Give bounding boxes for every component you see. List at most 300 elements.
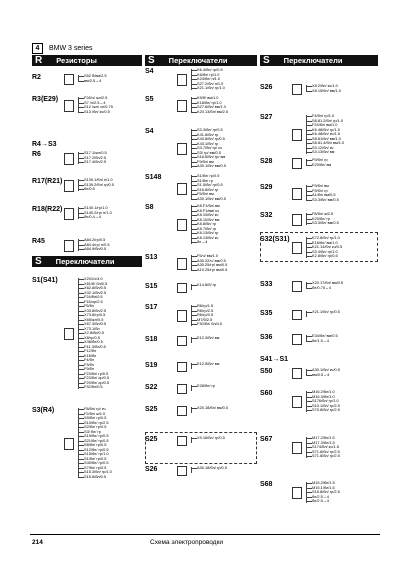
wire-line <box>191 88 197 89</box>
wire-list <box>197 466 227 471</box>
component-entry <box>145 384 215 392</box>
wire-line <box>78 432 84 433</box>
wire-label: S17.2/бл/2.5 <box>84 154 107 160</box>
wire-line <box>78 320 84 321</box>
wire-line <box>78 347 84 348</box>
wire-label: K16/бл <box>84 352 97 358</box>
component-code: S18 <box>145 336 158 343</box>
component-symbol <box>177 336 187 346</box>
wire-label: S17.1/жл/0.5 <box>84 150 107 155</box>
component-code: S148 <box>145 174 162 181</box>
wire-label: S17.4/бл/2.5 <box>84 159 107 164</box>
wiring-diagram <box>62 206 84 220</box>
wire-line <box>78 153 84 154</box>
wire-line <box>78 189 84 190</box>
component-entry <box>260 356 290 363</box>
component-code: S26 <box>145 466 158 473</box>
wire-label: вм/0.5→4 <box>312 371 330 377</box>
wire-label: F3/бл <box>84 361 94 367</box>
wire-label: S40/бл/ гр/0.5 <box>84 460 109 465</box>
wire-label: S13 /бл/ кч/0.5 <box>84 108 110 114</box>
wire-label: K2.8/бл/ гр/0.5 <box>312 253 338 258</box>
wire-list <box>312 334 338 343</box>
wiring-diagram <box>62 151 84 165</box>
wire-line <box>78 107 84 108</box>
wire-line <box>191 166 197 167</box>
component-entry <box>260 158 331 167</box>
component-symbol <box>64 328 74 340</box>
wire-line <box>306 143 312 144</box>
wire-label: F8/бл/ гр/ кч <box>84 406 106 411</box>
wire-list <box>84 238 110 252</box>
component-symbol <box>177 219 187 231</box>
wire-line <box>306 341 312 342</box>
wire-label: S8.81.4/бл/ вм/1.0 <box>312 140 345 145</box>
wire-line <box>191 70 197 71</box>
wiring-diagram <box>290 310 312 318</box>
wire-label: A30.25/гр/ вм/0.5 <box>197 262 228 267</box>
wire-label: S16.8/бл/ гр <box>197 186 219 192</box>
component-symbol <box>177 466 187 476</box>
wire-label: R6/гр/2.5 <box>197 307 214 313</box>
wire-label: X20.17/бл/ вм/0.5 <box>312 280 344 285</box>
component-entry <box>32 277 109 390</box>
wire-line <box>191 256 197 257</box>
component-symbol <box>292 334 302 345</box>
wire-label: E34/бл/ вм/0.5 <box>312 333 338 338</box>
wire-line <box>78 468 84 469</box>
wire-label: S8.81.2/бл/ гр/1.0 <box>312 117 344 123</box>
wire-label: S8.81/бл/ вм/1.0 <box>312 135 341 141</box>
wire-line <box>78 315 84 316</box>
component-entry <box>32 178 114 192</box>
wire-line <box>306 392 312 393</box>
wire-list <box>197 254 227 272</box>
wire-label: бл/0.5 <box>84 186 95 191</box>
component-code: S26 <box>260 84 273 91</box>
wire-label: F5/бл <box>84 303 94 308</box>
wire-label: X38/бл/0.5 <box>84 339 103 344</box>
wire-label: A84.4/гр/ п/0.5 <box>84 241 110 247</box>
wire-line <box>78 441 84 442</box>
wire-label: F5/ч/ вм/1.0 <box>197 253 218 258</box>
wire-line <box>78 445 84 446</box>
component-code: R17(R21) <box>32 178 63 185</box>
component-symbol <box>292 84 302 95</box>
wire-label: M7/б/2.5 <box>197 316 213 322</box>
wire-label: X65/жл/0.5 <box>84 316 104 322</box>
wire-label: F24/бл/ вм/1.0 <box>312 122 338 127</box>
component-code: R6 <box>32 151 41 158</box>
component-entry <box>145 128 226 169</box>
wire-label: X21.1/бл/ гр/0.5 <box>312 309 340 314</box>
wire-label: M17.2/бл/1.5 <box>312 435 335 440</box>
wire-line <box>306 219 312 220</box>
wire-list <box>84 96 113 114</box>
wiring-diagram <box>290 436 312 459</box>
wire-label: A30.1/бл/ кч/0.5 <box>312 367 340 372</box>
component-code: R3(E29) <box>32 96 59 103</box>
wire-line <box>78 103 84 104</box>
wire-label: X8.15/бл/ вм/1.0 <box>312 87 341 93</box>
wiring-diagram <box>290 368 312 377</box>
wire-list <box>197 96 228 114</box>
wire-label: F29/бл/ ор/0.5 <box>84 379 110 385</box>
wire-label: X67.3/бл/0.5 <box>84 321 107 326</box>
component-code: S33 <box>260 281 273 288</box>
component-entry <box>32 238 110 252</box>
wire-list <box>84 74 107 83</box>
wire-line <box>78 374 84 375</box>
wiring-diagram <box>290 114 312 155</box>
wire-label: K6.48/бл/ гр/1.5 <box>312 126 340 132</box>
wire-line <box>78 409 84 410</box>
component-entry <box>145 96 228 114</box>
component-code: S35 <box>260 310 273 317</box>
wire-line <box>306 406 312 407</box>
component-entry <box>145 304 222 327</box>
wire-label: S10/бл/ гр/2.5 <box>84 419 109 425</box>
wire-line <box>191 224 197 225</box>
wire-line <box>306 497 312 498</box>
wire-line <box>306 134 312 135</box>
wire-line <box>306 501 312 502</box>
component-symbol <box>64 208 74 220</box>
wire-label: S7/бл/ гр/0.5 <box>84 464 107 470</box>
wire-line <box>191 215 197 216</box>
component-symbol <box>177 100 187 112</box>
component-code: S29 <box>260 184 273 191</box>
wire-label: K8.8/бл/ гр <box>197 221 217 226</box>
dashed-group-box <box>260 232 378 262</box>
wire-label: S3.12/бл/ кч <box>312 144 334 150</box>
wiring-diagram <box>175 204 197 245</box>
component-entry <box>145 204 220 245</box>
wire-label: S15/бл/ гр/1.0 <box>84 451 109 456</box>
wire-line <box>306 91 312 92</box>
component-entry <box>145 406 228 414</box>
wire-label: F9/бл/ вм <box>197 158 214 164</box>
component-entry <box>145 174 226 201</box>
wire-list <box>197 384 215 389</box>
wire-label: S52 б/вм/2.5 <box>84 73 107 78</box>
wire-line <box>78 365 84 366</box>
wire-label: S176/бл/ гр/1.0 <box>312 398 339 403</box>
wire-label: K41.8/бл/ гр <box>197 131 219 137</box>
wire-label: S3.4/бл/ гр/1.0 <box>312 248 338 254</box>
wire-line <box>306 401 312 402</box>
wire-list <box>197 174 226 201</box>
wire-line <box>306 86 312 87</box>
wire-label: S15.3/бл/ гр/1.0 <box>84 469 112 474</box>
wire-label: F4/бл/ гр/1.0 <box>312 113 335 118</box>
wire-label: K72.8/бл/ гр/1.0 <box>312 235 340 240</box>
wire-line <box>78 213 84 214</box>
wire-label: M17.3/бл/1.5 <box>312 439 335 445</box>
wire-label: E20/бл/ вм <box>312 161 332 167</box>
wire-line <box>191 84 197 85</box>
wire-label: A30.18/бл/ гр/0.5 <box>197 465 227 470</box>
wire-label: K43.1/бл/ гр <box>197 140 219 146</box>
wiring-diagram <box>62 277 84 390</box>
dashed-group-box <box>145 432 257 464</box>
wire-label: бл/0.75→4 <box>312 284 332 290</box>
wire-list <box>197 128 226 169</box>
component-symbol <box>177 258 187 270</box>
wire-label: A30.1/бл/ вм/0.5 <box>197 195 226 201</box>
wire-line <box>191 162 197 163</box>
wire-list <box>197 283 216 288</box>
component-code: R4→S3 <box>32 141 57 148</box>
wiring-diagram <box>290 281 312 290</box>
wire-list <box>312 158 331 167</box>
wire-label: бл/2.5→4 <box>312 498 329 503</box>
wire-label: F30/бл/ бл/4.0 <box>197 321 223 326</box>
component-symbol <box>292 310 302 320</box>
column-1 <box>32 55 142 537</box>
wire-line <box>191 153 197 154</box>
wire-line <box>78 297 84 298</box>
wire-label: S3.13/бл/ вм <box>312 149 335 154</box>
wire-label: K6.48/бл/ кч/1.5 <box>312 131 340 136</box>
wiring-diagram <box>290 158 312 167</box>
wire-label: S3.3/бл/ вм/0.5 <box>312 220 339 225</box>
wire-list <box>197 204 220 245</box>
wire-label: X33.8/бл/2.5 <box>84 307 107 313</box>
component-code: S50 <box>260 368 273 375</box>
wire-label: F9/бл/ гр <box>312 187 328 193</box>
wire-label: X32.1/бл/2.5 <box>84 289 107 295</box>
wire-line <box>191 265 197 266</box>
component-code: S4 <box>145 128 154 135</box>
wire-line <box>306 336 312 337</box>
page-number: 214 <box>32 539 43 546</box>
wire-line <box>306 288 312 289</box>
wire-list <box>312 84 341 93</box>
component-code: S25 <box>145 406 158 413</box>
wire-line <box>191 408 197 409</box>
component-symbol <box>292 487 302 499</box>
wire-line <box>78 454 84 455</box>
wire-label: K43.8/бл/ гр/0.5 <box>197 136 225 141</box>
wire-label: S70.8/бл/ гр/2.5 <box>312 407 340 412</box>
wire-label: E28/бл/ гр <box>197 383 216 388</box>
wire-list <box>197 304 222 327</box>
wire-line <box>78 436 84 437</box>
wire-list <box>197 336 219 341</box>
wire-line <box>78 76 84 77</box>
component-symbol <box>292 129 302 141</box>
section-header-switches-1: S Переключатели <box>32 256 142 267</box>
wiring-diagram <box>175 304 197 327</box>
component-symbol <box>64 240 74 252</box>
wire-label: S3.7/бл/ гр/ кч <box>197 145 223 150</box>
component-symbol <box>292 158 302 169</box>
wire-line <box>191 148 197 149</box>
wire-line <box>191 468 197 469</box>
wire-line <box>78 311 84 312</box>
wire-line <box>306 116 312 117</box>
wire-line <box>191 311 197 312</box>
wire-label: F9/бл/ гр <box>312 157 328 162</box>
wire-line <box>306 223 312 224</box>
wire-line <box>306 443 312 444</box>
chapter-title: BMW 3 series <box>49 44 93 52</box>
wire-line <box>306 447 312 448</box>
component-code: S8 <box>145 204 154 211</box>
wiring-diagram <box>175 384 197 392</box>
wire-label: S1/бл/ гр/0.5 <box>84 455 107 461</box>
component-entry <box>260 481 340 504</box>
wire-line <box>306 139 312 140</box>
wire-line <box>306 483 312 484</box>
wire-line <box>78 342 84 343</box>
component-code: S32 <box>260 212 273 219</box>
wire-label: A84.2/гр/0.5 <box>84 237 106 242</box>
component-symbol <box>292 368 302 379</box>
wire-label: K18/бл/ гр/1.0 <box>197 99 222 105</box>
wire-label: S2/бл/ гр/0.5 <box>84 424 107 429</box>
component-entry <box>32 96 113 114</box>
component-code: S17 <box>145 304 158 311</box>
wire-label: K8.10/бл/ вм <box>197 216 220 222</box>
wire-line <box>78 284 84 285</box>
wire-label: M15.1/бл/1.5 <box>312 484 335 490</box>
wire-label: K24/бл/ п/1.0 <box>197 76 221 81</box>
wire-line <box>306 186 312 187</box>
wire-label: K8.10/бл/ кч <box>197 212 219 217</box>
wire-label: X8.2/бл/ кч/1.0 <box>312 83 338 88</box>
wire-label: A30.1/бл/ вм/0.5 <box>197 163 226 168</box>
component-entry <box>260 114 344 155</box>
wire-label: S12 /жл/ сн/0.75 <box>84 104 113 109</box>
wire-label: S15.8/бл/ гр/2.5 <box>312 489 340 494</box>
wire-label: F24/бл/0.5 <box>84 294 103 299</box>
wire-label: S1.5/бл/ гр/0.5 <box>197 182 223 187</box>
component-entry <box>145 336 219 344</box>
wire-label: X73.1/бл <box>84 325 100 331</box>
wire-label: X20.18/бл/ вм/0.5 <box>197 405 229 410</box>
wire-label: M16.2/бл/1.0 <box>312 389 335 394</box>
wire-list <box>197 68 225 91</box>
wire-line <box>78 418 84 419</box>
wire-label: X21.1/бл/ гр/1.0 <box>197 85 225 90</box>
wire-list <box>312 281 343 290</box>
wire-line <box>191 386 197 387</box>
wire-label: вм/2.5→4 <box>84 77 102 83</box>
component-entry <box>260 436 340 459</box>
component-entry <box>145 254 227 272</box>
wire-line <box>78 249 84 250</box>
wiring-diagram <box>175 336 197 344</box>
wire-label: S140.2/гр/ п/1.0 <box>84 209 112 215</box>
wire-label: A30.22/ч/ вм/0.5 <box>197 257 226 263</box>
wire-label: F8/бл/ ж/2.5 <box>312 211 334 216</box>
column-2 <box>145 55 257 526</box>
wiring-diagram <box>290 184 312 202</box>
wire-line <box>78 180 84 181</box>
wire-line <box>191 238 197 239</box>
wire-line <box>191 364 197 365</box>
wire-label: F41.3/бл/0.5 <box>84 343 106 349</box>
wire-line <box>306 456 312 457</box>
wire-label: K21.14/бл/ кч/0.5 <box>312 244 343 249</box>
wire-line <box>191 185 197 186</box>
wire-list <box>312 310 340 315</box>
component-code: S32(S31) <box>260 236 290 243</box>
wire-label: бл/1.5→4 <box>312 337 329 343</box>
component-code: S36 <box>260 334 273 341</box>
wire-label: K8.7/бл/ гр <box>197 225 217 231</box>
component-entry <box>145 68 225 91</box>
wire-list <box>312 368 340 377</box>
wire-list <box>84 206 112 220</box>
wire-line <box>78 98 84 99</box>
component-code: S13 <box>145 254 158 261</box>
section-header-switches-3: S Переключатели <box>260 55 378 66</box>
wire-line <box>78 162 84 163</box>
wire-line <box>78 378 84 379</box>
wire-label: S21/бл/ гр/0.5 <box>84 437 109 443</box>
component-code: S25 <box>145 436 158 443</box>
wire-line <box>78 245 84 246</box>
wire-line <box>191 220 197 221</box>
component-entry <box>260 334 338 343</box>
wire-line <box>306 214 312 215</box>
component-code: S1(S41) <box>32 277 58 284</box>
component-symbol <box>64 74 74 85</box>
wire-line <box>78 459 84 460</box>
wire-label: S27.6/бл/ вм/1.0 <box>197 104 226 109</box>
wire-line <box>191 211 197 212</box>
component-code: R18(R22) <box>32 206 63 213</box>
wire-label: F9/бл <box>84 366 94 371</box>
wiring-diagram <box>290 334 312 343</box>
wire-label: S3/ бл/ гр <box>84 428 101 434</box>
wire-line <box>306 283 312 284</box>
wire-line <box>191 199 197 200</box>
wire-line <box>78 423 84 424</box>
component-symbol <box>292 396 302 408</box>
component-code: S3(R4) <box>32 407 55 414</box>
wire-label: M15.2/бл/1.5 <box>312 480 335 485</box>
wire-line <box>78 185 84 186</box>
wiring-diagram <box>290 390 312 413</box>
wire-label: X9.16/бл/ гр/0.5 <box>197 435 225 440</box>
component-symbol <box>177 310 187 322</box>
wire-list <box>84 407 112 479</box>
component-code: S19 <box>145 362 158 369</box>
wire-line <box>306 397 312 398</box>
wire-line <box>191 176 197 177</box>
wire-line <box>78 333 84 334</box>
component-entry <box>145 362 219 370</box>
component-symbol <box>64 438 74 450</box>
wire-label: S139.2/бл/ гр/0.5 <box>84 181 114 187</box>
wire-line <box>191 206 197 207</box>
component-symbol <box>177 143 187 155</box>
component-code: S27 <box>260 114 273 121</box>
wire-line <box>78 360 84 361</box>
wire-line <box>78 383 84 384</box>
wire-label: S139.1/бл/ п/1.0 <box>84 177 113 182</box>
component-symbol <box>177 406 187 416</box>
wire-line <box>191 261 197 262</box>
wiring-diagram <box>62 74 84 83</box>
wire-label: K8.F1/вм/ кч <box>197 207 220 213</box>
wire-line <box>306 375 312 376</box>
wire-line <box>78 240 84 241</box>
